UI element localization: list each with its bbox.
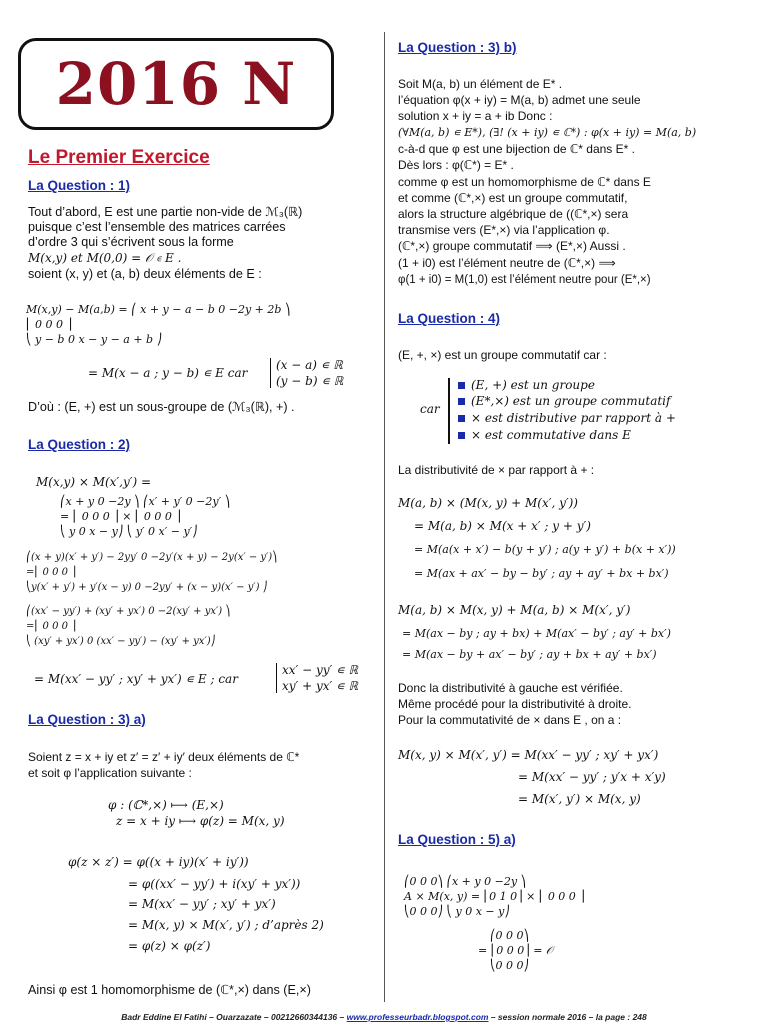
q2-line: =⎜ 0 0 0 ⎟	[26, 567, 77, 578]
q4-text: Même procédé pour la distributivité à droite.	[398, 697, 632, 711]
q2-final: = M(xx′ − yy′ ; xy′ + yx′) ∊ E ; car	[34, 672, 238, 686]
q2-line: ⎝ y 0 x − y⎠ ⎝ y′ 0 x′ − y′⎠	[60, 525, 198, 538]
q3a-calc: φ(z × z′) = φ((x + iy)(x′ + iy′))	[68, 855, 249, 869]
q1-result: = M(x − a ; y − b) ∊ E car	[88, 366, 248, 380]
q3b-line: comme φ est un homomorphisme de ℂ* dans E	[398, 175, 651, 189]
q4-bullet: (E*,×) est un groupe commutatif	[458, 394, 670, 409]
q4-calc: = M(ax − by + ax′ − by′ ; ay + bx + ay′ + bx′)	[402, 648, 657, 661]
q3b-line: Soit M(a, b) un élément de E* .	[398, 77, 563, 91]
q1-equation: ⎝ y − b 0 x − y − a + b ⎠	[26, 333, 163, 346]
q1-conclusion: D’où : (E, +) est un sous-groupe de (ℳ₃(ℝ), +) .	[28, 400, 295, 414]
footer-link[interactable]: www.professeurbadr.blogspot.com	[346, 1012, 489, 1022]
q4-bullet: (E, +) est un groupe	[458, 378, 595, 393]
q3a-conclusion: Ainsi φ est 1 homomorphisme de (ℂ*,×) dans (E,×)	[28, 983, 311, 997]
q3a-heading: La Question : 3) a)	[28, 712, 146, 727]
q2-line: = ⎜ 0 0 0 ⎟ × ⎜ 0 0 0 ⎟	[60, 510, 181, 523]
bullet-icon	[458, 398, 465, 405]
q3a-calc: = M(xx′ − yy′ ; xy′ + yx′)	[128, 897, 276, 911]
q3a-calc: = φ((xx′ − yy′) + i(xy′ + yx′))	[128, 877, 301, 891]
footer-tail: – session normale 2016 – la page : 248	[490, 1012, 647, 1022]
q1-line: d’ordre 3 qui s’écrivent sous la forme	[28, 235, 234, 249]
q3b-line: Dès lors : φ(ℂ*) = E* .	[398, 158, 514, 172]
page-title: 2016 N	[55, 50, 297, 118]
q4-calc: M(x, y) × M(x′, y′) = M(xx′ − yy′ ; xy′ + yx′)	[398, 748, 659, 762]
bullet-icon	[458, 415, 465, 422]
q1-condition: (y − b) ∊ ℝ	[276, 374, 344, 388]
q4-heading: La Question : 4)	[398, 311, 501, 326]
q1-equation: ⎜ 0 0 0 ⎟	[26, 318, 72, 331]
q1-line: Tout d’abord, E est une partie non-vide de ℳ₃(ℝ)	[28, 205, 303, 219]
q4-intro: (E, +, ×) est un groupe commutatif car :	[398, 348, 607, 362]
q4-calc: M(a, b) × M(x, y) + M(a, b) × M(x′, y′)	[398, 603, 631, 617]
q4-calc: = M(ax − by ; ay + bx) + M(ax′ − by′ ; ay′ + bx′)	[402, 627, 671, 640]
q1-line: puisque c’est l’ensemble des matrices carrées	[28, 220, 286, 234]
condition-bracket	[276, 663, 277, 693]
q4-calc: = M(a(x + x′) − b(y + y′) ; a(y + y′) + b(x + x′))	[414, 543, 676, 556]
q3a-calc: = M(x, y) × M(x′, y′) ; d’après 2)	[128, 918, 324, 932]
bullet-icon	[458, 432, 465, 439]
q5a-heading: La Question : 5) a)	[398, 832, 516, 847]
q4-calc: = M(x′, y′) × M(x, y)	[518, 792, 641, 806]
q2-condition: xx′ − yy′ ∊ ℝ	[282, 663, 358, 677]
q3b-line: c-à-d que φ est une bijection de ℂ* dans E* .	[398, 142, 635, 156]
q4-bullet: × est commutative dans E	[458, 428, 631, 443]
q3b-heading: La Question : 3) b)	[398, 40, 517, 55]
q3a-line: Soient z = x + iy et z′ = z′ + iy′ deux éléments de ℂ*	[28, 750, 300, 764]
q4-distrib-intro: La distributivité de × par rapport à + :	[398, 463, 595, 477]
exercise-title: Le Premier Exercice	[28, 147, 210, 168]
q3b-line: et comme (ℂ*,×) est un groupe commutatif,	[398, 191, 628, 205]
condition-bracket	[270, 358, 271, 388]
q4-calc: = M(ax + ax′ − by − by′ ; ay + ay′ + bx + bx′)	[414, 567, 669, 580]
q2-line: M(x,y) × M(x′,y′) =	[36, 475, 152, 489]
page-title-box	[18, 38, 334, 130]
q3b-line: (ℂ*,×) groupe commutatif ⟹ (E*,×) Aussi .	[398, 239, 626, 253]
q4-calc: = M(xx′ − yy′ ; y′x + x′y)	[518, 770, 666, 784]
q4-calc: = M(a, b) × M(x + x′ ; y + y′)	[414, 519, 591, 533]
q4-calc: M(a, b) × (M(x, y) + M(x′, y′))	[398, 496, 578, 510]
q4-text: Donc la distributivité à gauche est vérifiée.	[398, 681, 623, 695]
q5a-equation: ⎝0 0 0⎠ ⎝ y 0 x − y⎠	[404, 905, 510, 918]
q4-car: car	[420, 402, 440, 416]
q3b-line: l’équation φ(x + iy) = M(a, b) admet une seule	[398, 93, 641, 107]
q2-line: ⎝y(x′ + y′) + y′(x − y) 0 −2yy′ + (x − y)(x′ − y′) ⎠	[26, 582, 268, 593]
column-divider	[384, 32, 385, 1002]
condition-bracket	[448, 378, 450, 444]
q3b-line: φ(1 + i0) = M(1,0) est l’élément neutre pour (E*,×)	[398, 274, 651, 286]
q5a-equation: A × M(x, y) = ⎜0 1 0⎟ × ⎜ 0 0 0 ⎟	[404, 890, 585, 903]
q3a-line: et soit φ l’application suivante :	[28, 766, 192, 780]
q2-line: ⎛x + y 0 −2y ⎞ ⎛x′ + y′ 0 −2y′ ⎞	[60, 495, 231, 508]
q3a-map: z = x + iy ⟼ φ(z) = M(x, y)	[116, 814, 285, 828]
q3b-line: (∀M(a, b) ∊ E*), (∃! (x + iy) ∊ ℂ*) : φ(x + iy) = M(a, b)	[398, 126, 697, 139]
q3a-calc: = φ(z) × φ(z′)	[128, 939, 211, 953]
q5a-equation: = ⎜0 0 0⎟ = 𝒪	[478, 944, 553, 957]
q5a-equation: ⎝0 0 0⎠	[490, 959, 529, 972]
q5a-equation: ⎛0 0 0⎞ ⎛x + y 0 −2y ⎞	[404, 875, 527, 888]
q1-heading: La Question : 1)	[28, 178, 131, 193]
footer-author: Badr Eddine El Fatihi – Ouarzazate – 00212660344136 –	[121, 1012, 345, 1022]
q2-condition: xy′ + yx′ ∊ ℝ	[282, 679, 358, 693]
q2-line: ⎛(xx′ − yy′) + (xy′ + yx′) 0 −2(xy′ + yx′) ⎞	[26, 606, 231, 617]
q2-line: ⎛(x + y)(x′ + y′) − 2yy′ 0 −2y′(x + y) − 2y(x′ − y′)⎞	[26, 552, 278, 563]
q2-heading: La Question : 2)	[28, 437, 131, 452]
q1-equation: M(x,y) − M(a,b) = ⎛ x + y − a − b 0 −2y + 2b ⎞	[26, 303, 291, 316]
q3a-map: φ : (ℂ*,×) ⟼ (E,×)	[108, 798, 224, 812]
page-footer	[0, 1012, 768, 1022]
q1-line: M(x,y) et M(0,0) = 𝒪 ∊ E .	[28, 251, 182, 265]
q4-text: Pour la commutativité de × dans E , on a :	[398, 713, 622, 727]
q2-line: =⎜ 0 0 0 ⎟	[26, 621, 77, 632]
q3b-line: transmise vers (E*,×) via l’application φ.	[398, 223, 610, 237]
q3b-line: alors la structure algébrique de ((ℂ*,×) sera	[398, 207, 629, 221]
q1-condition: (x − a) ∊ ℝ	[276, 358, 343, 372]
q2-line: ⎝ (xy′ + yx′) 0 (xx′ − yy′) − (xy′ + yx′)⎠	[26, 636, 216, 647]
q1-line: soient (x, y) et (a, b) deux éléments de E :	[28, 267, 262, 281]
bullet-icon	[458, 382, 465, 389]
q3b-line: (1 + i0) est l’élément neutre de (ℂ*,×) ⟹	[398, 256, 616, 270]
q5a-equation: ⎛0 0 0⎞	[490, 929, 529, 942]
q4-bullet: × est distributive par rapport à +	[458, 411, 676, 426]
q3b-line: solution x + iy = a + ib Donc :	[398, 109, 553, 123]
